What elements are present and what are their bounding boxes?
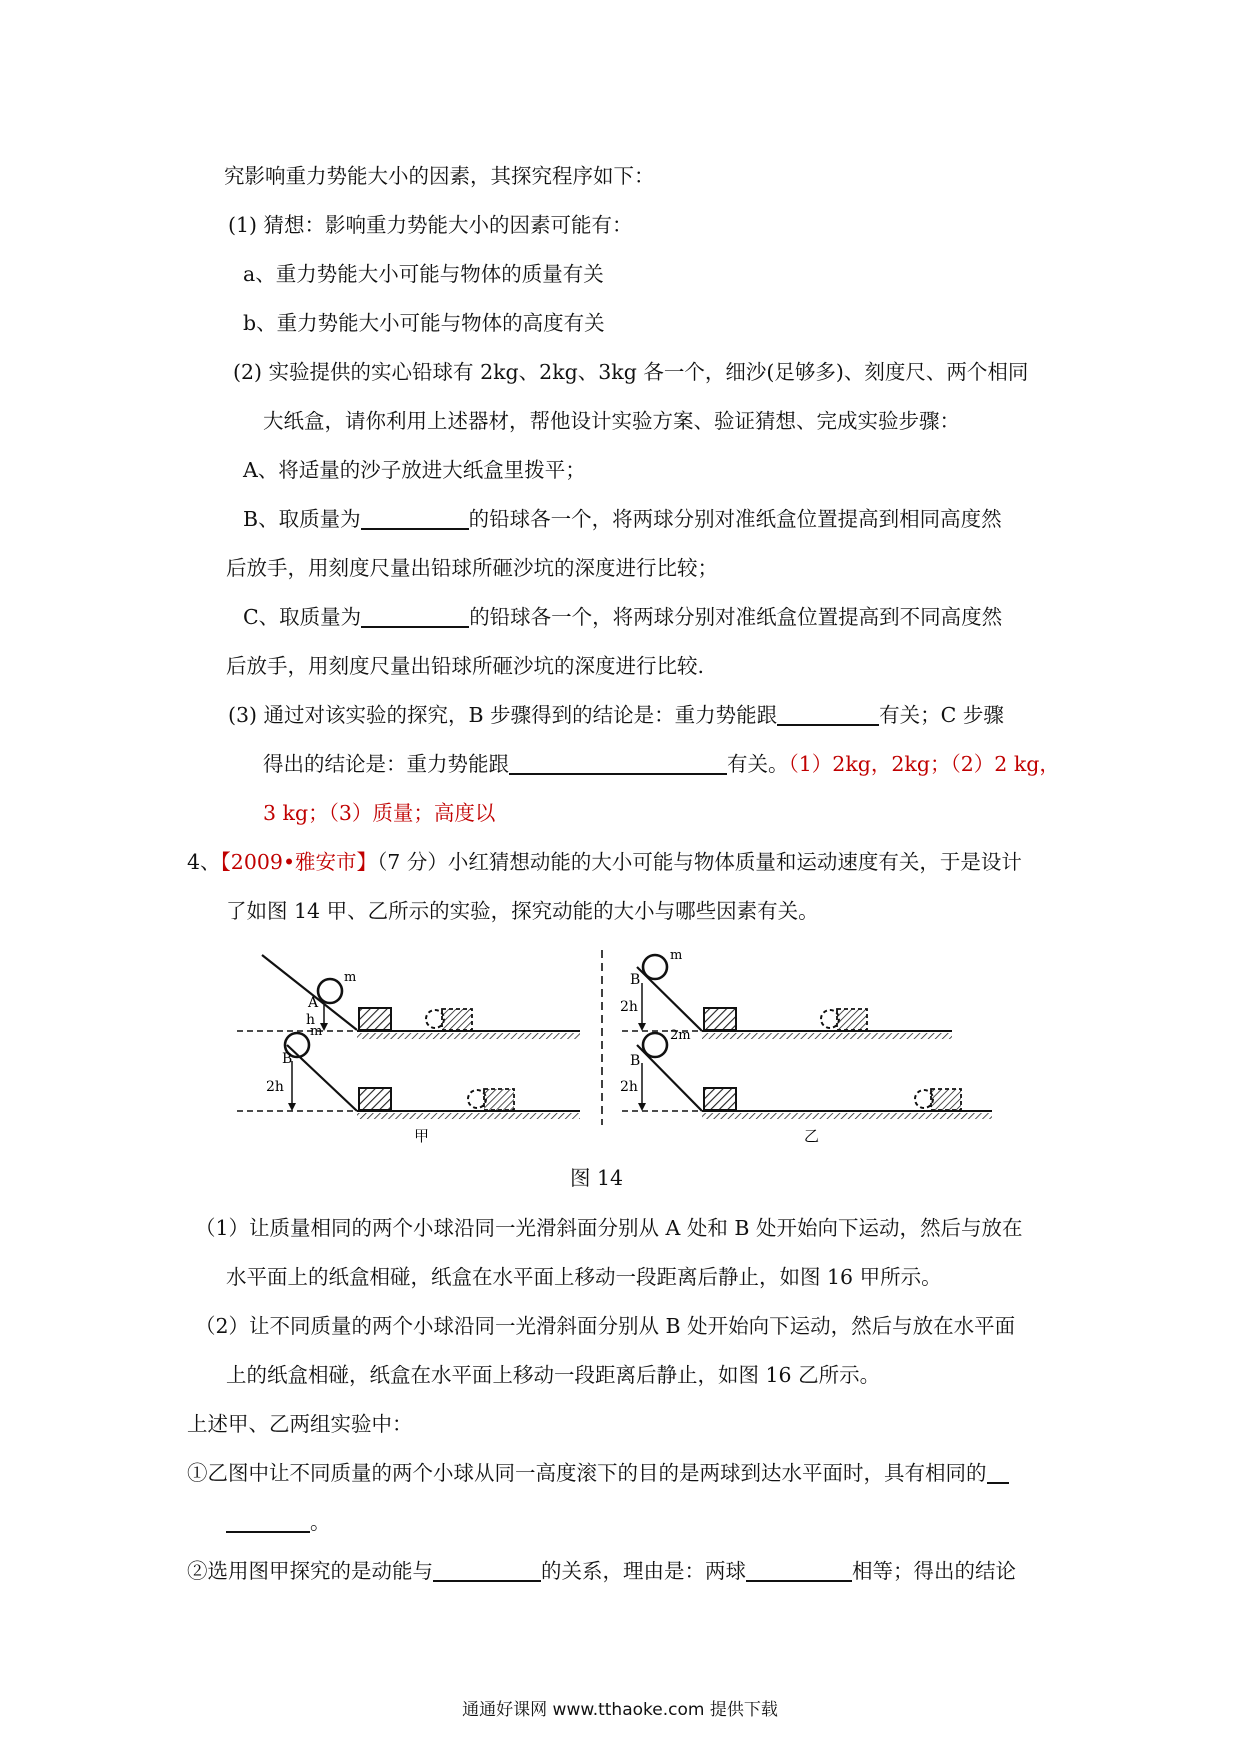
page-footer: 通通好课网 www.tthaoke.com 提供下载 [462,1700,778,1720]
answer-blank [226,1509,310,1533]
text-line: (1) 猜想：影响重力势能大小的因素可能有： [228,213,633,237]
text-line: 。 [226,1507,331,1537]
point-label: A [308,995,319,1011]
point-label: B [282,1051,293,1067]
panel-label-jia: 甲 [414,1127,430,1145]
source-tag: 【2009•雅安市】 [220,850,378,874]
text-line: （1）让质量相同的两个小球沿同一光滑斜面分别从 A 处和 B 处开始向下运动，然后与放在 [195,1216,1023,1240]
text-line: ①乙图中让不同质量的两个小球从同一高度滚下的目的是两球到达水平面时，具有相同的 [187,1458,1009,1488]
text-line: ②选用图甲探究的是动能与 的关系，理由是：两球 相等；得出的结论 [187,1559,1016,1583]
paper-box [359,1088,391,1110]
answer-blank [361,506,469,530]
answer-blank [433,1558,541,1582]
mass-label: m [344,970,357,985]
answer-blank [746,1558,852,1582]
point-label: B [630,972,641,988]
paper-box [704,1088,736,1110]
text-line: (2) 实验提供的实心铅球有 2kg、2kg、3kg 各一个，细沙(足够多)、刻度尺、两个相同 [233,360,1029,384]
moved-box [484,1089,514,1110]
height-label: 2h [266,1079,284,1095]
text-line: (3) 通过对该实验的探究，B 步骤得到的结论是：重力势能跟 有关；C 步骤 [228,703,1004,727]
text-line: 究影响重力势能大小的因素，其探究程序如下： [224,164,655,188]
question-heading: 4、【2009•雅安市】（7 分）小红猜想动能的大小可能与物体质量和运动速度有关，于是设计 [187,850,1022,874]
point-label: B [630,1053,641,1069]
ball-icon [318,979,342,1003]
panel-yi-top [620,948,952,1039]
panel-jia-top [237,955,580,1039]
paper-box [359,1008,391,1030]
moved-box [442,1009,472,1030]
mass-label: 2m [670,1028,691,1043]
figure-caption: 图 14 [570,1166,624,1190]
moved-box [931,1089,961,1110]
height-label: h [306,1012,316,1028]
experiment-diagram [262,948,990,1195]
text-line: B、取质量为 的铅球各一个，将两球分别对准纸盒位置提高到相同高度然 [243,507,1002,531]
height-label: 2h [620,1079,638,1095]
answer-blank [509,751,727,775]
answer-text: 3 kg；（3）质量；高度以 [263,801,496,825]
panel-label-yi: 乙 [804,1127,820,1145]
text-line: C、取质量为 的铅球各一个，将两球分别对准纸盒位置提高到不同高度然 [243,605,1003,629]
text-line: 得出的结论是：重力势能跟 有关。（1）2kg，2kg；（2）2 kg， [263,752,1060,776]
text-line: 上的纸盒相碰，纸盒在水平面上移动一段距离后静止，如图 16 乙所示。 [226,1363,881,1387]
text-line: 后放手，用刻度尺量出铅球所砸沙坑的深度进行比较. [226,654,705,678]
ball-icon [643,1033,667,1057]
text-line: 后放手，用刻度尺量出铅球所砸沙坑的深度进行比较； [226,556,718,580]
text-line: 上述甲、乙两组实验中： [187,1412,413,1436]
text-line: （2）让不同质量的两个小球沿同一光滑斜面分别从 B 处开始向下运动，然后与放在水平面 [195,1314,1016,1338]
text-line: 了如图 14 甲、乙所示的实验，探究动能的大小与哪些因素有关。 [226,899,819,923]
answer-blank [361,604,469,628]
text-line: a、重力势能大小可能与物体的质量有关 [243,262,604,286]
mass-label: m [310,1024,323,1039]
text-line: 水平面上的纸盒相碰，纸盒在水平面上移动一段距离后静止，如图 16 甲所示。 [226,1265,942,1289]
ball-icon [643,955,667,979]
answer-blank [987,1460,1009,1484]
text-line: 大纸盒，请你利用上述器材，帮他设计实验方案、验证猜想、完成实验步骤： [263,409,960,433]
moved-box [837,1009,867,1030]
height-label: 2h [620,999,638,1015]
text-line: A、将适量的沙子放进大纸盒里拨平； [243,458,586,482]
text-line: b、重力势能大小可能与物体的高度有关 [243,311,605,335]
paper-box [704,1008,736,1030]
panel-yi-bottom [620,1028,992,1145]
mass-label: m [670,948,683,963]
answer-blank [777,702,879,726]
figure-14 [262,948,990,1195]
answer-text: （1）2kg，2kg；（2）2 kg， [788,752,1060,776]
panel-jia-bottom [237,1024,580,1145]
